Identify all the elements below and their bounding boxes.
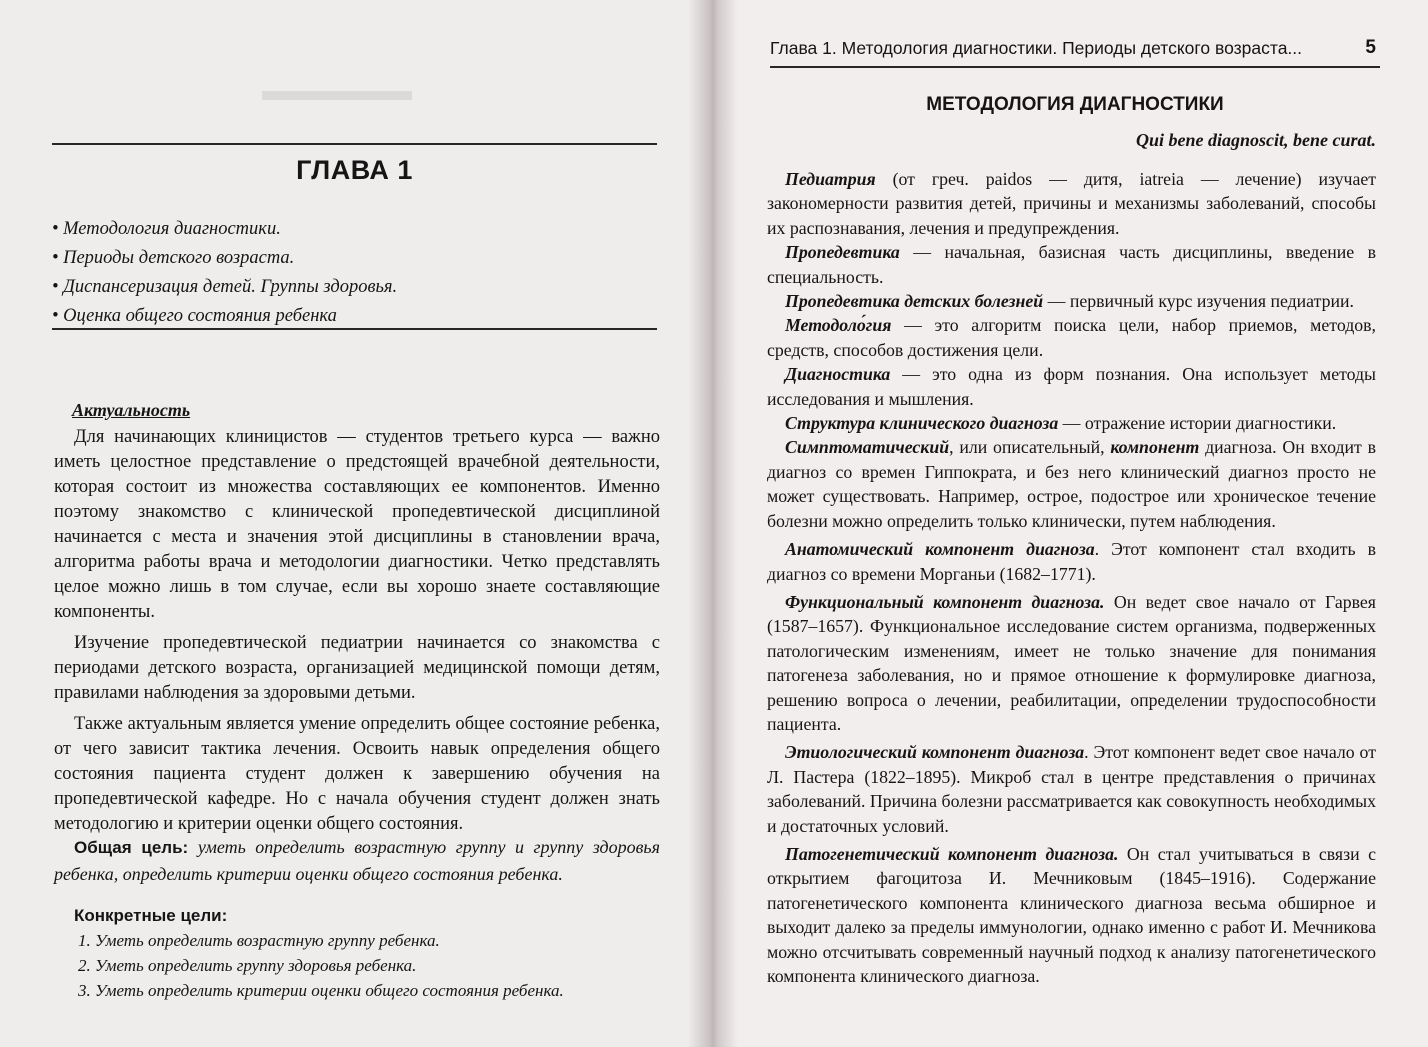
definition-paragraph <box>767 313 1376 362</box>
general-goal-text: уметь определить возрастную группу и группу здоровья ребенка, определить критерии оценки общего состояния ребенка. <box>54 837 660 884</box>
epigraph: Qui bene diagnoscit, bene curat. <box>1135 130 1376 150</box>
relevance-heading: Актуальность <box>72 400 191 420</box>
definition-text: — это одна из форм познания. Она использует методы исследования и мышления. <box>767 364 1376 409</box>
component-paragraph <box>767 537 1376 586</box>
definition-term: Пропедевтика <box>785 242 900 263</box>
definition-term: Методоло́гия <box>785 315 892 336</box>
component-text: Он ведет свое начало от Гарвея (1587–1657). Функциональное исследование систем организма, подверженных патологическим изменениям, имеет не только значение для понимания патогенеза заболевания, но и прямое отношение к формулировке диагноза, решению вопроса о лечении, реабилитации, определении трудоспособности пациента. <box>767 591 1376 734</box>
relevance-section <box>54 400 660 837</box>
definition-term: Диагностика <box>785 364 891 385</box>
definition-term: Педиатрия <box>785 169 876 189</box>
concrete-goal-item: 3. Уметь определить критерии оценки общего состояния ребенка. <box>78 981 564 1000</box>
definition-term: Симптоматический <box>785 437 950 458</box>
concrete-goal-item: 1. Уметь определить возрастную группу ребенка. <box>78 931 440 950</box>
component-text: . Этот компонент стал входить в диагноз со времени Морганьи (1682–1771). <box>767 539 1377 584</box>
chapter-contents-item: • Оценка общего состояния ребенка <box>52 306 337 326</box>
definition-paragraph <box>767 411 1376 435</box>
running-head <box>770 36 1380 68</box>
definition-text: — начальная, базисная часть дисциплины, введение в специальность. <box>767 242 1376 287</box>
section-heading: МЕТОДОЛОГИЯ ДИАГНОСТИКИ <box>926 94 1224 115</box>
component-term: Патогенетический компонент диагноза. <box>785 843 1119 864</box>
definition-term: компонент <box>1110 437 1200 458</box>
running-head-title: Глава 1. Методология диагностики. Периоды детского возраста... <box>770 38 1303 58</box>
definition-text: — это алгоритм поиска цели, набор приемов, методов, средств, способов достижения цели. <box>767 315 1376 360</box>
chapter-box <box>52 143 657 330</box>
component-paragraph <box>767 590 1376 736</box>
component-paragraph <box>767 740 1376 838</box>
definition-paragraph <box>767 240 1376 289</box>
page-number: 5 <box>1365 37 1376 58</box>
definition-text: (от греч. paidos — дитя, iatreia — лечение) изучает закономерности развития детей, причины и механизмы заболеваний, способы их распознавания, лечения и предупреждения. <box>767 169 1376 238</box>
definition-term: Пропедевтика детских болезней <box>785 291 1044 312</box>
component-term: Анатомический компонент диагноза <box>785 539 1095 560</box>
component-paragraph <box>767 842 1376 988</box>
component-term: Этиологический компонент диагноза <box>785 742 1085 763</box>
definition-text: диагноза. Он входит в диагноз со времен Гиппократа, и без него клинический диагноз просто не может существовать. Например, острое, подострое или хроническое течение болезни можно определить только клинически, путем наблюдения. <box>767 437 1377 531</box>
bleed-through-text: ▬▬▬▬▬ <box>262 74 412 107</box>
definitions-text <box>767 167 1376 988</box>
concrete-goal-item: 2. Уметь определить группу здоровья ребенка. <box>78 956 417 975</box>
component-term: Функциональный компонент диагноза. <box>785 591 1105 612</box>
definition-paragraph <box>767 362 1376 411</box>
definition-text: , или описательный, <box>949 437 1111 458</box>
concrete-goals <box>54 906 660 1003</box>
concrete-goals-heading: Конкретные цели: <box>74 906 228 925</box>
chapter-contents-item: • Методология диагностики. <box>52 219 281 239</box>
definition-paragraph <box>767 289 1376 313</box>
relevance-paragraph: Для начинающих клиницистов — студентов третьего курса — важно иметь целостное представление о предстоящей врачебной деятельности, которая состоит из множества составляющих ее компонентов. Именно поэтому знакомство с клинической пропедевтической дисциплиной начинается с места и значения этой дисциплины в становлении врача, алгоритма работы врача и методологии диагностики. Четко представлять целое можно лишь в том случае, если вы хорошо знаете составляющие компоненты. <box>54 427 660 622</box>
left-page <box>0 0 712 1047</box>
general-goal-label: Общая цель: <box>74 838 189 857</box>
definition-paragraph <box>767 435 1376 533</box>
definition-term: Структура клинического диагноза <box>785 413 1059 434</box>
relevance-paragraph: Изучение пропедевтической педиатрии начинается со знакомства с периодами детского возраста, организацией медицинской помощи детям, правилами наблюдения за здоровыми детьми. <box>54 633 660 703</box>
component-text: Он стал учитываться в связи с открытием фагоцитоза И. Мечниковым (1845–1916). Содержание патогенетического компонента клинического диагноза весьма обширное и выходит далеко за пределы иммунологии, однако именно с работ И. Мечникова можно отсчитывать современный научный подход к анализу патогенетического компонента клинического диагноза. <box>767 843 1376 986</box>
definition-paragraph <box>767 167 1376 240</box>
component-text: . Этот компонент ведет свое начало от Л. Пастера (1822–1895). Микроб стал в центре представления о причинах заболеваний. Причина болезни рассматривается как совокупность необходимых и достаточных условий. <box>767 742 1376 836</box>
chapter-contents-item: • Диспансеризация детей. Группы здоровья. <box>52 277 398 297</box>
relevance-paragraph: Также актуальным является умение определить общее состояние ребенка, от чего зависит тактика лечения. Освоить навык определения общего состояния пациента студент должен к завершению обучения на пропедевтической кафедре. Но с начала обучения студент должен знать методологию и критерии оценки общего состояния. <box>54 714 660 834</box>
general-goal <box>54 834 660 888</box>
chapter-contents-list <box>52 215 397 331</box>
chapter-contents-item: • Периоды детского возраста. <box>52 248 295 268</box>
definition-text: — отражение истории диагностики. <box>1058 413 1337 434</box>
definition-text: — первичный курс изучения педиатрии. <box>1043 291 1354 312</box>
chapter-title: ГЛАВА 1 <box>296 155 413 185</box>
